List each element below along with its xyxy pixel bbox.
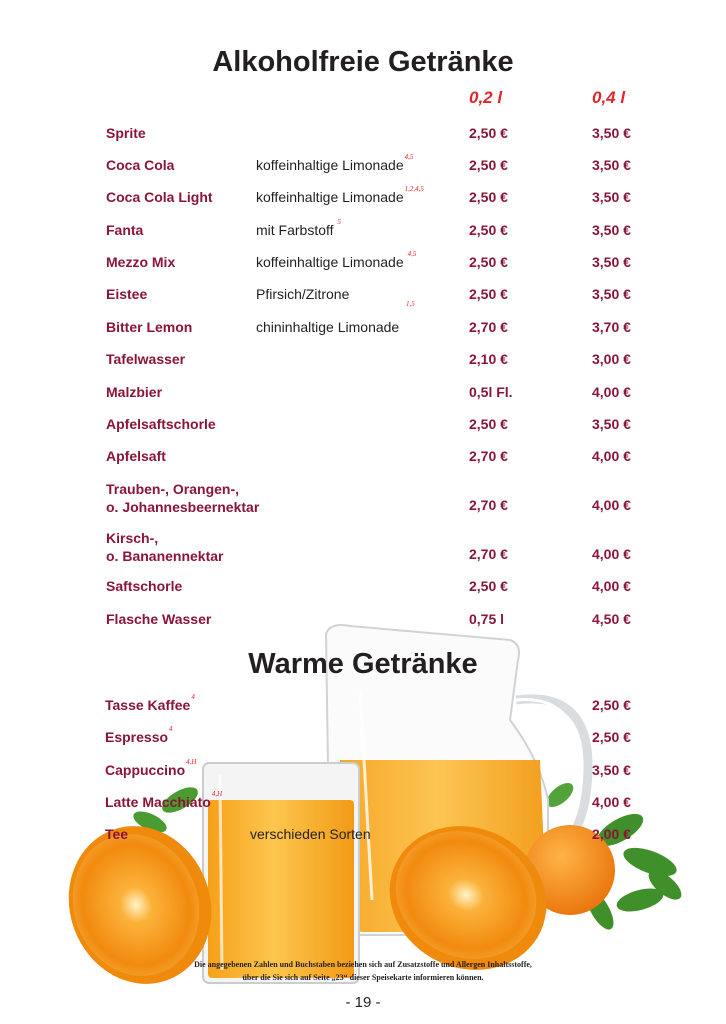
- price-small: 2,70 €: [469, 497, 508, 513]
- item-name: Tee: [105, 826, 129, 842]
- menu-row: [0, 578, 726, 598]
- additive-note: 4: [169, 725, 173, 733]
- price: 2,50 €: [592, 697, 631, 713]
- price-small: 2,10 €: [469, 351, 508, 367]
- menu-row: [0, 790, 726, 814]
- price-large: 4,50 €: [592, 611, 631, 627]
- menu-row: [0, 758, 726, 782]
- price-large: 3,50 €: [592, 286, 631, 302]
- price: 2,50 €: [592, 729, 631, 745]
- price-small: 2,50 €: [469, 416, 508, 432]
- item-name: Flasche Wasser: [106, 611, 212, 627]
- additive-note: 5: [337, 218, 342, 226]
- item-name: Apfelsaftschorle: [106, 416, 216, 432]
- price-large: 3,50 €: [592, 157, 631, 173]
- menu-row: [0, 529, 726, 567]
- additive-note: 1,5: [406, 300, 415, 308]
- price-large: 4,00 €: [592, 384, 631, 400]
- item-name: Espresso$^4$: [105, 725, 173, 745]
- price-large: 4,00 €: [592, 448, 631, 464]
- price-small: 2,50 €: [469, 254, 508, 270]
- item-name: Fanta: [106, 222, 144, 238]
- menu-row: [0, 448, 726, 468]
- price-small: 2,70 €: [469, 448, 508, 464]
- price: 4,00 €: [592, 794, 631, 810]
- item-description: chininhaltige Limonade: [256, 319, 400, 335]
- price-large: 4,00 €: [592, 578, 631, 594]
- price-small: 0,75 l: [469, 611, 505, 627]
- item-name-line1: Kirsch-,: [106, 530, 159, 546]
- item-name: Eistee: [106, 286, 148, 302]
- item-name: Tasse Kaffee$^4$: [105, 693, 195, 713]
- additive-note: 4,H: [211, 790, 223, 798]
- menu-row: [0, 125, 726, 145]
- price-large: 3,50 €: [592, 189, 631, 205]
- item-name: Coca Cola: [106, 157, 175, 173]
- item-description: verschieden Sorten: [250, 826, 371, 842]
- additive-note: 4,H: [186, 758, 197, 766]
- item-description: koffeinhaltige Limonade $^{4,5}$: [256, 250, 417, 270]
- price-small: 2,50 €: [469, 125, 508, 141]
- item-name-line1: Trauben-, Orangen-,: [106, 481, 240, 497]
- menu-row: [0, 319, 726, 339]
- item-name: Apfelsaft: [106, 448, 166, 464]
- menu-row: [0, 416, 726, 436]
- price-small: 2,50 €: [469, 578, 508, 594]
- menu-row: [0, 185, 726, 209]
- item-name: Latte Macchiato$^{4,H}$: [105, 790, 223, 810]
- price-small: 2,50 €: [469, 286, 508, 302]
- item-name: Mezzo Mix: [106, 254, 176, 270]
- footnote-line2: über die Sie sich auf Seite „23“ dieser Speisekarte informieren können.: [242, 973, 484, 982]
- item-name: Malzbier: [106, 384, 163, 400]
- price-large: 3,70 €: [592, 319, 631, 335]
- item-name: Sprite: [106, 125, 146, 141]
- additive-note: 4: [191, 693, 195, 701]
- item-name-line2: o. Bananennektar: [106, 548, 224, 564]
- price-large: 4,00 €: [592, 497, 631, 513]
- price-large: 3,50 €: [592, 416, 631, 432]
- item-name-line2: o. Johannesbeernektar: [106, 499, 260, 515]
- menu-row: [0, 611, 726, 631]
- item-name: Tafelwasser: [106, 351, 186, 367]
- item-description: koffeinhaltige Limonade$^{1,2,4,5}$: [256, 185, 424, 205]
- item-name: Saftschorle: [106, 578, 183, 594]
- allergen-footnote: [0, 958, 726, 984]
- additive-note: 1,2,4,5: [404, 185, 424, 193]
- price-large: 3,50 €: [592, 125, 631, 141]
- price-small: 2,50 €: [469, 157, 508, 173]
- price-small: 2,50 €: [469, 222, 508, 238]
- column-header-04l: 0,4 l: [592, 88, 626, 107]
- item-name: Cappuccino$^{4,H}$: [105, 758, 197, 778]
- section-title-alkoholfrei: Alkoholfreie Getränke: [212, 46, 514, 78]
- menu-row: [0, 250, 726, 274]
- page-number: - 19 -: [345, 994, 381, 1011]
- price-small: 2,70 €: [469, 319, 508, 335]
- menu-row: [0, 218, 726, 242]
- additive-note: 4,5: [404, 153, 414, 161]
- price-small: 2,50 €: [469, 189, 508, 205]
- menu-row: [0, 351, 726, 371]
- item-name: Coca Cola Light: [106, 189, 213, 205]
- menu-row: [0, 153, 726, 177]
- item-description: koffeinhaltige Limonade$^{4,5}$: [256, 153, 414, 173]
- price-large: 3,00 €: [592, 351, 631, 367]
- item-description: Pfirsich/Zitrone: [256, 286, 350, 302]
- menu-row: [0, 480, 726, 518]
- item-description: mit Farbstoff $^5$: [256, 218, 342, 238]
- menu-row: [0, 826, 726, 846]
- price-small: 0,5l Fl.: [469, 384, 513, 400]
- price-large: 3,50 €: [592, 222, 631, 238]
- column-header-02l: 0,2 l: [469, 88, 503, 107]
- menu-row: [0, 725, 726, 749]
- price-large: 4,00 €: [592, 546, 631, 562]
- footnote-line1: Die angegebenen Zahlen und Buchstaben beziehen sich auf Zusatzstoffe und Allergen Inhaltsstoffe,: [194, 960, 532, 969]
- menu-row: [0, 286, 726, 306]
- price: 3,50 €: [592, 762, 631, 778]
- menu-row: [0, 693, 726, 717]
- price-large: 3,50 €: [592, 254, 631, 270]
- section-title-warm: Warme Getränke: [248, 648, 478, 680]
- menu-row: [0, 384, 726, 404]
- item-name: Bitter Lemon: [106, 319, 193, 335]
- price: 2,00 €: [592, 826, 631, 842]
- additive-note: 4,5: [407, 250, 417, 258]
- price-small: 2,70 €: [469, 546, 508, 562]
